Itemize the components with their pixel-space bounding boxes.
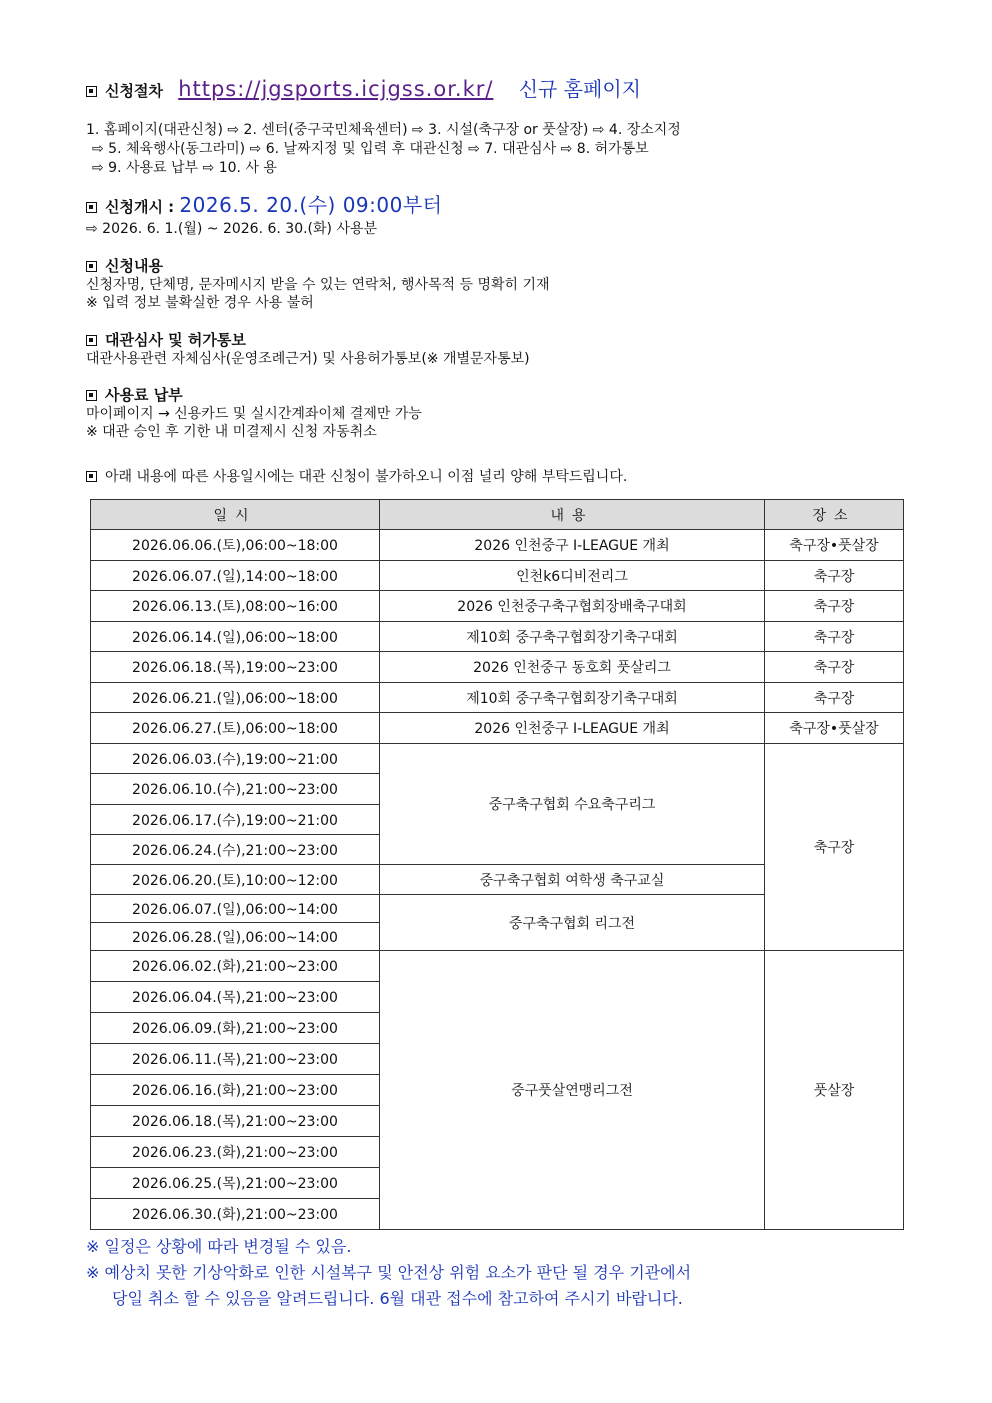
cell-event: 인천k6디비전리그 xyxy=(380,561,765,591)
cell-datetime: 2026.06.28.(일),06:00~14:00 xyxy=(91,923,380,951)
cell-event: 제10회 중구축구협회장기축구대회 xyxy=(380,622,765,652)
notice-row xyxy=(86,468,627,486)
cell-event: 2026 인천중구축구협회장배축구대회 xyxy=(380,591,765,622)
start-heading-row xyxy=(86,193,443,217)
footnote-2 xyxy=(86,1260,691,1286)
reference-mark: ※ xyxy=(86,1237,100,1256)
cell-datetime: 2026.06.06.(토),06:00~18:00 xyxy=(91,530,380,561)
cell-datetime: 2026.06.21.(일),06:00~18:00 xyxy=(91,683,380,713)
cell-datetime: 2026.06.16.(화),21:00~23:00 xyxy=(91,1075,380,1106)
cell-event: 제10회 중구축구협회장기축구대회 xyxy=(380,683,765,713)
cell-datetime: 2026.06.14.(일),06:00~18:00 xyxy=(91,622,380,652)
table-row xyxy=(91,683,904,713)
steps-line-3: ⇨ 9. 사용료 납부 ⇨ 10. 사 용 xyxy=(92,160,277,176)
homepage-link[interactable]: https://jgsports.icjgss.or.kr/ xyxy=(178,77,494,101)
cell-datetime: 2026.06.27.(토),06:00~18:00 xyxy=(91,713,380,744)
content-line-1: 신청자명, 단체명, 문자메시지 받을 수 있는 연락처, 행사목적 등 명확히 기재 xyxy=(86,277,550,293)
fee-heading-row xyxy=(86,386,183,404)
cell-datetime: 2026.06.18.(목),19:00~23:00 xyxy=(91,652,380,683)
table-row xyxy=(91,591,904,622)
review-heading: 대관심사 및 허가통보 xyxy=(105,331,246,349)
cell-datetime: 2026.06.20.(토),10:00~12:00 xyxy=(91,865,380,895)
table-row xyxy=(91,713,904,744)
fee-heading: 사용료 납부 xyxy=(105,386,183,404)
cell-place-field: 축구장 xyxy=(765,744,904,951)
procedure-heading-row xyxy=(86,77,641,101)
cell-datetime: 2026.06.09.(화),21:00~23:00 xyxy=(91,1013,380,1044)
cell-datetime: 2026.06.13.(토),08:00~16:00 xyxy=(91,591,380,622)
content-heading-row xyxy=(86,257,163,275)
cell-datetime: 2026.06.30.(화),21:00~23:00 xyxy=(91,1199,380,1230)
cell-place: 축구장 xyxy=(765,622,904,652)
start-datetime: 2026.5. 20.(수) 09:00부터 xyxy=(179,193,443,217)
table-header-row xyxy=(91,500,904,530)
square-bullet-icon xyxy=(86,335,97,346)
table-row xyxy=(91,652,904,683)
steps-line-2: ⇨ 5. 체육행사(동그라미) ⇨ 6. 날짜지정 및 입력 후 대관신청 ⇨ 7. 대관심사 ⇨ 8. 허가통보 xyxy=(92,141,649,157)
cell-datetime: 2026.06.03.(수),19:00~21:00 xyxy=(91,744,380,774)
cell-place: 축구장 xyxy=(765,561,904,591)
cell-datetime: 2026.06.07.(일),14:00~18:00 xyxy=(91,561,380,591)
cell-place: 축구장 xyxy=(765,683,904,713)
fee-line-1: 마이페이지 → 신용카드 및 실시간계좌이체 결제만 가능 xyxy=(86,406,422,422)
header-content: 내용 xyxy=(380,500,765,530)
cell-datetime: 2026.06.11.(목),21:00~23:00 xyxy=(91,1044,380,1075)
review-line-1: 대관사용관련 자체심사(운영조례근거) 및 사용허가통보(※ 개별문자통보) xyxy=(86,351,530,367)
cell-datetime: 2026.06.10.(수),21:00~23:00 xyxy=(91,774,380,805)
steps-line-1: 1. 홈페이지(대관신청) ⇨ 2. 센터(중구국민체육센터) ⇨ 3. 시설(축구장 or 풋살장) ⇨ 4. 장소지정 xyxy=(86,122,681,138)
cell-event-league: 중구축구협회 리그전 xyxy=(380,895,765,951)
footnote-1 xyxy=(86,1234,351,1260)
content-heading: 신청내용 xyxy=(105,257,163,275)
footnote-2-line2: 당일 취소 할 수 있음을 알려드립니다. 6월 대관 접수에 참고하여 주시기 바랍니다. xyxy=(112,1289,683,1308)
fee-line-2: ※ 대관 승인 후 기한 내 미결제시 신청 자동취소 xyxy=(86,424,377,440)
cell-datetime: 2026.06.23.(화),21:00~23:00 xyxy=(91,1137,380,1168)
cell-event-girls-class: 중구축구협회 여학생 축구교실 xyxy=(380,865,765,895)
procedure-heading: 신청절차 xyxy=(105,82,163,100)
cell-event: 2026 인천중구 I-LEAGUE 개최 xyxy=(380,713,765,744)
cell-datetime: 2026.06.18.(목),21:00~23:00 xyxy=(91,1106,380,1137)
cell-place: 축구장 xyxy=(765,652,904,683)
square-bullet-icon xyxy=(86,261,97,272)
header-place: 장소 xyxy=(765,500,904,530)
cell-datetime: 2026.06.25.(목),21:00~23:00 xyxy=(91,1168,380,1199)
cell-datetime: 2026.06.24.(수),21:00~23:00 xyxy=(91,835,380,865)
square-bullet-icon xyxy=(86,86,97,97)
table-row xyxy=(91,951,904,982)
cell-event-futsal-league: 중구풋살연맹리그전 xyxy=(380,951,765,1230)
cell-place: 축구장•풋살장 xyxy=(765,530,904,561)
usage-period: ⇨ 2026. 6. 1.(월) ~ 2026. 6. 30.(화) 사용분 xyxy=(86,221,378,237)
new-homepage-label: 신규 홈페이지 xyxy=(518,77,641,101)
footnote-1-text: 일정은 상황에 따라 변경될 수 있음. xyxy=(104,1237,352,1256)
square-bullet-icon xyxy=(86,390,97,401)
table-row xyxy=(91,530,904,561)
cell-place-futsal: 풋살장 xyxy=(765,951,904,1230)
table-row xyxy=(91,561,904,591)
cell-datetime: 2026.06.17.(수),19:00~21:00 xyxy=(91,805,380,835)
square-bullet-icon xyxy=(86,202,97,213)
start-heading: 신청개시 : xyxy=(105,198,175,216)
cell-event: 2026 인천중구 동호회 풋살리그 xyxy=(380,652,765,683)
table-row xyxy=(91,622,904,652)
notice-text: 아래 내용에 따른 사용일시에는 대관 신청이 불가하오니 이점 널리 양해 부탁드립니다. xyxy=(105,469,628,485)
cell-place: 축구장•풋살장 xyxy=(765,713,904,744)
content-line-2: ※ 입력 정보 불확실한 경우 사용 불허 xyxy=(86,295,314,311)
table-row xyxy=(91,744,904,774)
footnote-2-text-line1: 예상치 못한 기상악화로 인한 시설복구 및 안전상 위험 요소가 판단 될 경우 기관에서 xyxy=(104,1263,692,1282)
reference-mark: ※ xyxy=(86,1263,100,1282)
cell-datetime: 2026.06.04.(목),21:00~23:00 xyxy=(91,982,380,1013)
cell-datetime: 2026.06.07.(일),06:00~14:00 xyxy=(91,895,380,923)
cell-event-wed-league: 중구축구협회 수요축구리그 xyxy=(380,744,765,865)
cell-event: 2026 인천중구 I-LEAGUE 개최 xyxy=(380,530,765,561)
review-heading-row xyxy=(86,331,246,349)
schedule-table xyxy=(90,499,904,1230)
cell-datetime: 2026.06.02.(화),21:00~23:00 xyxy=(91,951,380,982)
header-datetime: 일시 xyxy=(91,500,380,530)
cell-place: 축구장 xyxy=(765,591,904,622)
square-bullet-icon xyxy=(86,471,97,482)
